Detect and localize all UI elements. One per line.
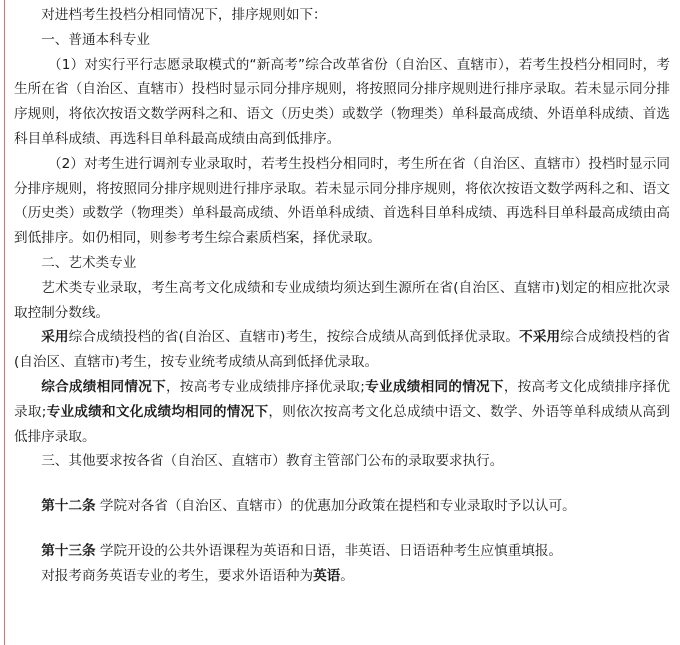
body-text: 对报考商务英语专业的考生，要求外语语种为 [41, 567, 314, 584]
section-1-paragraph-1: （1）对实行平行志愿录取模式的“新高考”综合改革省份（自治区、直辖市），若考生投档分相同时，考生所在省（自治区、直辖市）投档时显示同分排序规则，将按照同分排序规则进行排序录取。若未显示同分排序规则，将依次按语文数学两科之和、语文（历史类）或数学（物理类）单科最高成绩、外语单科成绩、首选科目单科成绩、再选科目单科最高成绩由高到低排序。 [14, 56, 670, 147]
bold-text: 采用 [41, 329, 69, 346]
section-1-paragraph-2: （2）对考生进行调剂专业录取时，若考生投档分相同时，考生所在省（自治区、直辖市）投档时显示同分排序规则，将按照同分排序规则进行排序录取。若未显示同分排序规则，将依次按语文数学两科之和、语文（历史类）或数学（物理类）单科最高成绩、外语单科成绩、首选科目单科成绩、再选科目单科最高成绩由高到低排序。如仍相同，则参考考生综合素质档案，择优录取。 [14, 155, 670, 247]
bold-text: 专业成绩相同的情况下 [364, 378, 504, 395]
body-text: 综合成绩投档的省(自治区、直辖市)考生，按专业统考成绩从高到低择优录取。 [14, 329, 671, 371]
article-12-label: 第十二条 [41, 498, 96, 515]
bold-text: 综合成绩相同情况下 [41, 378, 167, 395]
body-text: 。 [340, 567, 354, 584]
bold-text: 英语 [313, 567, 341, 584]
section-2-paragraph-2 [14, 325, 670, 375]
body-text: ，按高考文化成绩排序择优录取; [14, 378, 670, 420]
intro-paragraph: 对进档考生投档分相同情况下，排序规则如下： [41, 7, 327, 23]
body-text: 综合成绩投档的省(自治区、直辖市)考生，按综合成绩从高到低择优录取。 [68, 329, 520, 346]
article-13-paragraph [14, 539, 670, 564]
article-13-paragraph-2 [14, 564, 670, 589]
spacer [14, 519, 670, 539]
body-text: ，则依次按高考文化总成绩中语文、数学、外语等单科成绩从高到低排序录取。 [14, 403, 671, 445]
document-body [14, 3, 670, 589]
article-12-paragraph [14, 494, 670, 519]
article-13-text: 学院开设的公共外语课程为英语和日语，非英语、日语语种考生应慎重填报。 [95, 542, 563, 559]
article-12-text: 学院对各省（自治区、直辖市）的优惠加分政策在提档和专业录取时予以认可。 [95, 498, 576, 515]
bold-text: 不采用 [519, 329, 561, 346]
section-3-paragraph: 三、其他要求按各省（自治区、直辖市）教育主管部门公布的录取要求执行。 [41, 453, 504, 470]
article-13-label: 第十三条 [41, 542, 96, 559]
left-border-line [4, 0, 5, 645]
bold-text: 专业成绩和文化成绩均相同的情况下 [46, 403, 269, 420]
section-2-title: 二、艺术类专业 [41, 254, 137, 271]
section-2-paragraph-3 [14, 375, 670, 449]
body-text: ，按高考专业成绩排序择优录取; [166, 378, 365, 395]
spacer [14, 474, 670, 494]
section-2-paragraph-1: 艺术类专业录取，考生高考文化成绩和专业成绩均须达到生源所在省(自治区、直辖市)划定的相应批次录取控制分数线。 [14, 279, 670, 321]
section-1-title: 一、普通本科专业 [41, 31, 150, 48]
